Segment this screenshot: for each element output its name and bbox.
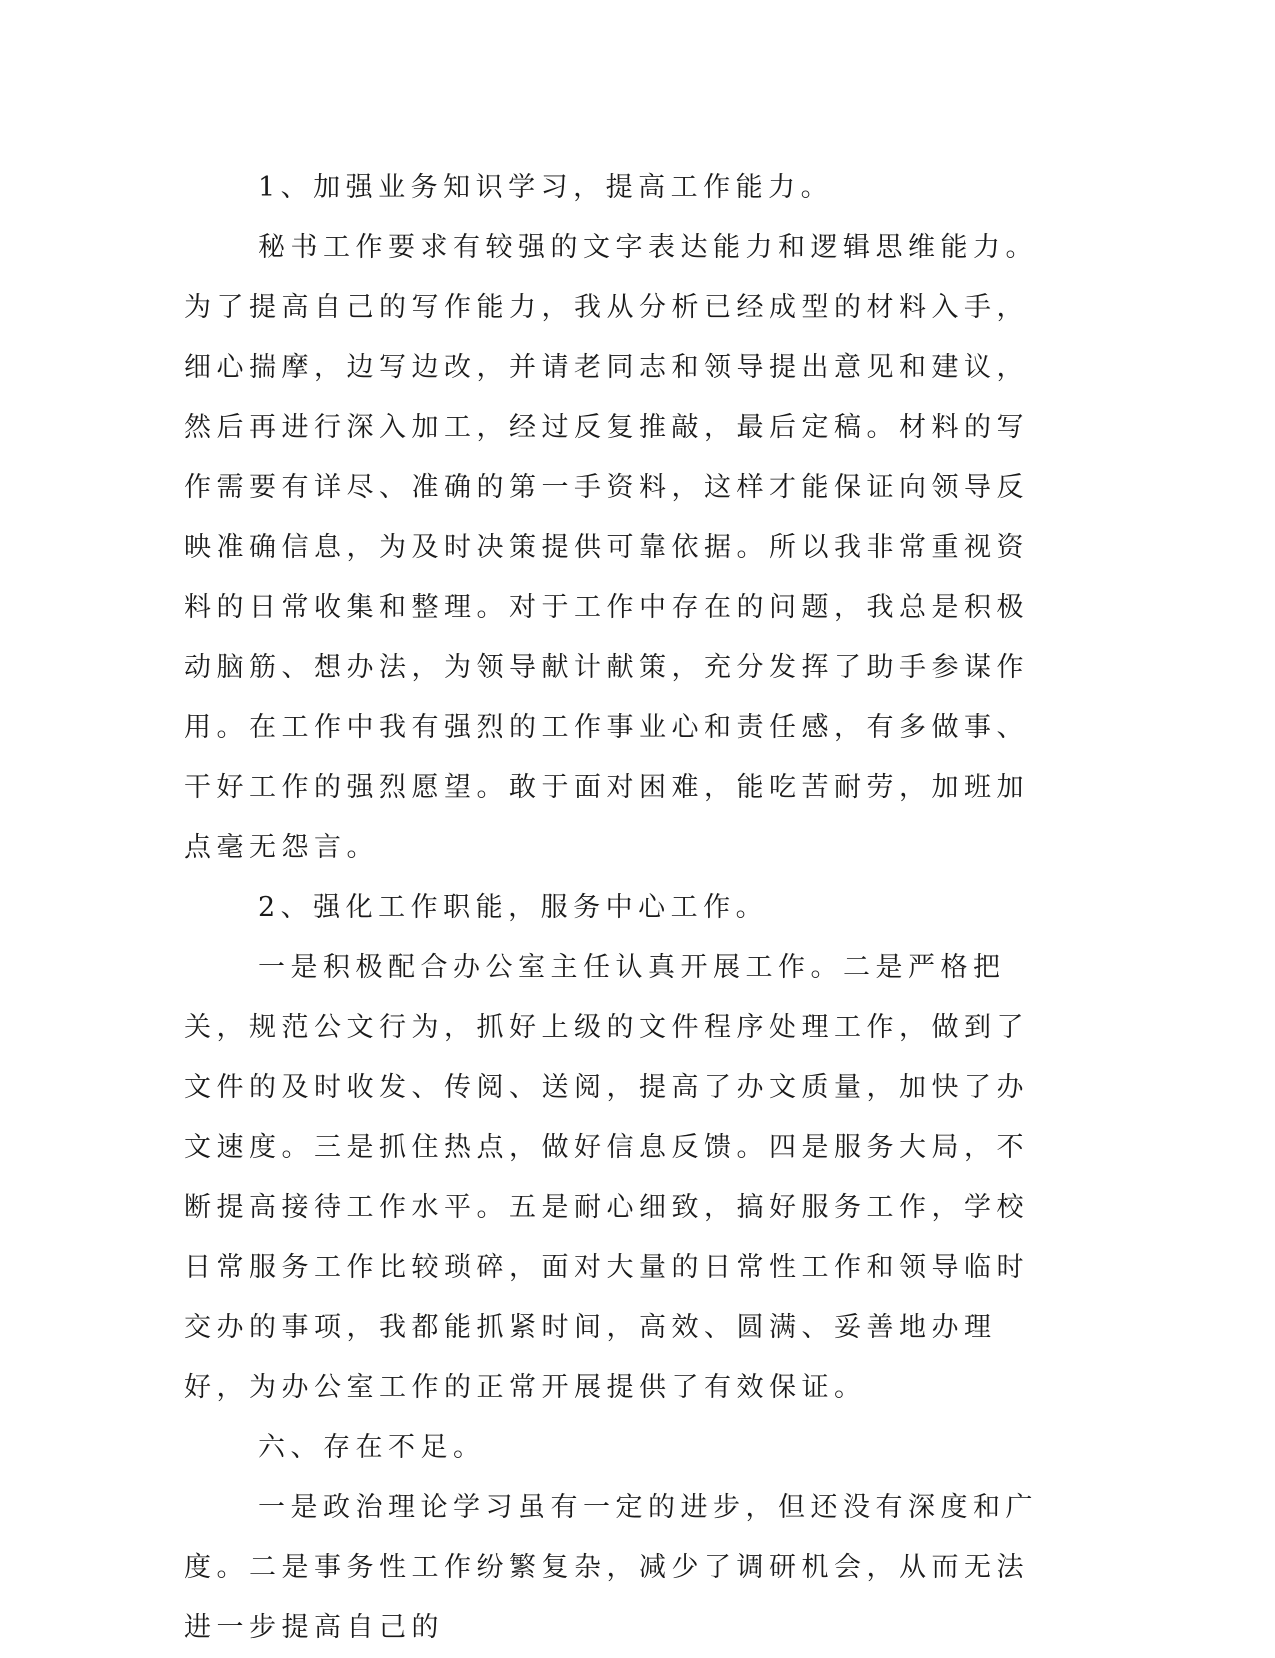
heading-2-strengthen-functions: 2、强化工作职能，服务中心工作。 — [258, 892, 769, 923]
heading-6-shortcomings: 六、存在不足。 — [258, 1432, 486, 1463]
paragraph-secretary-work: 秘书工作要求有较强的文字表达能力和逻辑思维能力。为了提高自己的写作能力，我从分析已经成型的材料入手，细心揣摩，边写边改，并请老同志和领导提出意见和建议，然后再进行深入加工，经过反复推敲，最后定稿。材料的写作需要有详尽、准确的第一手资料，这样才能保证向领导反映准确信息，为及时决策提供可靠依据。所以我非常重视资料的日常收集和整理。对于工作中存在的问题，我总是积极动脑筋、想办法，为领导献计献策，充分发挥了助手参谋作用。在工作中我有强烈的工作事业心和责任感，有多做事、干好工作的强烈愿望。敢于面对困难，能吃苦耐劳，加班加点毫无怨言。 — [184, 232, 1038, 863]
heading-1-strengthen-learning: 1、加强业务知识学习，提高工作能力。 — [258, 172, 834, 203]
paragraph-office-work: 一是积极配合办公室主任认真开展工作。二是严格把关，规范公文行为，抓好上级的文件程序处理工作，做到了文件的及时收发、传阅、送阅，提高了办文质量，加快了办文速度。三是抓住热点，做好信息反馈。四是服务大局，不断提高接待工作水平。五是耐心细致，搞好服务工作，学校日常服务工作比较琐碎，面对大量的日常性工作和领导临时交办的事项，我都能抓紧时间，高效、圆满、妥善地办理好，为办公室工作的正常开展提供了有效保证。 — [184, 952, 1029, 1403]
document-body — [184, 158, 1044, 1658]
paragraph-shortcomings: 一是政治理论学习虽有一定的进步，但还没有深度和广度。二是事务性工作纷繁复杂，减少了调研机会，从而无法进一步提高自己的 — [184, 1492, 1038, 1643]
